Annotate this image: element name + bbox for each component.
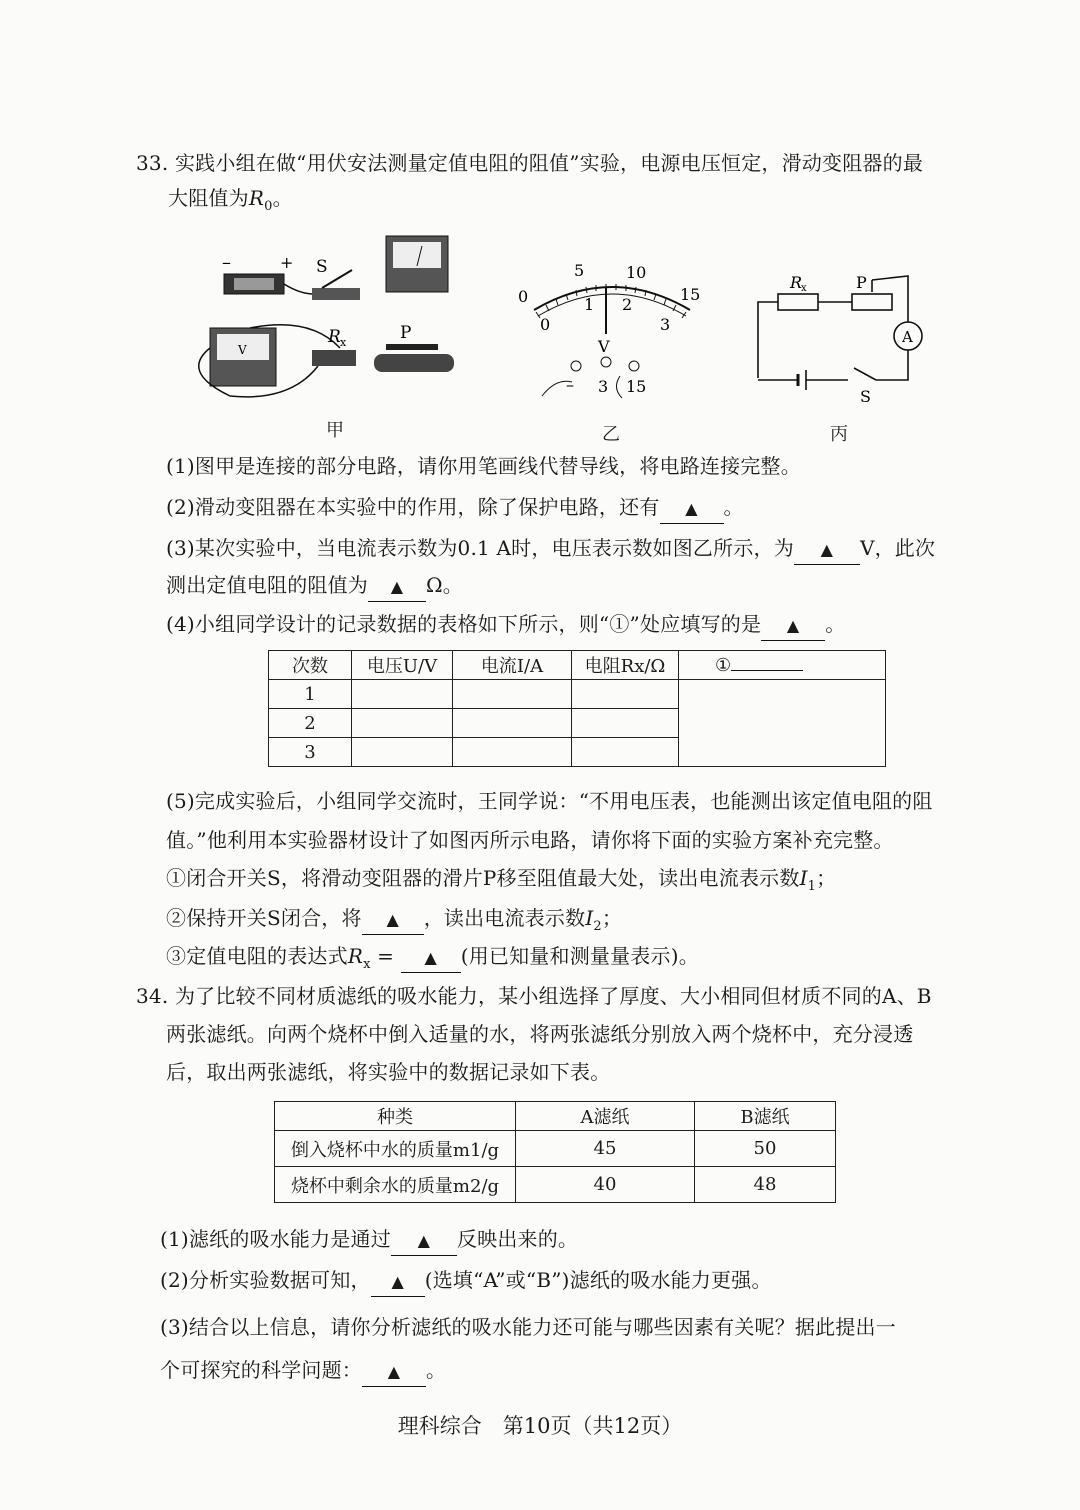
svg-text:0: 0	[540, 315, 551, 334]
q33-stem-line2: 大阻值为$R_0$。	[168, 186, 293, 214]
voltmeter-icon	[210, 328, 276, 386]
svg-text:R: R	[328, 327, 341, 347]
table-cell: 40	[516, 1167, 695, 1203]
q33-part2: (2)滑动变阻器在本实验中的作用，除了保护电路，还有 ▲ 。	[166, 493, 744, 524]
q33-step3: ③定值电阻的表达式$R_x$ = ▲ (用已知量和测量量表示)。	[166, 944, 699, 972]
figure-yi-voltmeter-dial	[512, 258, 712, 408]
answer-blank[interactable]: ▲	[401, 942, 461, 973]
q33-step2: ②保持开关S闭合，将 ▲ ，读出电流表示数$I_2$；	[166, 906, 623, 934]
svg-text:S: S	[860, 387, 871, 406]
table-header: 电阻Rx/Ω	[572, 651, 679, 680]
q33-stem-line1: 33. 实践小组在做“用伏安法测量定值电阻的阻值”实验，电源电压恒定，滑动变阻器的最	[136, 151, 924, 175]
answer-blank[interactable]: ▲	[362, 1356, 426, 1387]
svg-text:0: 0	[518, 287, 529, 306]
svg-text:1: 1	[584, 295, 595, 314]
svg-text:x: x	[340, 336, 347, 349]
figure-jia-circuit-components	[190, 232, 470, 412]
q33-part3: (3)某次实验中，当电流表示数为0.1 A时，电压表示数如图乙所示，为 ▲ V，此次	[166, 534, 935, 565]
table-cell: 45	[516, 1131, 695, 1167]
svg-text:5: 5	[574, 261, 585, 280]
figure-bing-circuit-diagram	[748, 268, 928, 408]
q34-part1: (1)滤纸的吸水能力是通过 ▲ 反映出来的。	[160, 1225, 578, 1256]
resistor-rx-icon	[312, 350, 356, 366]
q33-part4: (4)小组同学设计的记录数据的表格如下所示，则“①”处应填写的是 ▲ 。	[166, 610, 845, 641]
answer-blank[interactable]: ▲	[794, 534, 860, 565]
table-cell: 50	[695, 1131, 836, 1167]
record-data-table	[268, 650, 886, 767]
svg-text:–: –	[566, 375, 574, 394]
table-cell: 1	[269, 680, 352, 709]
table-header: 电流I/A	[453, 651, 572, 680]
resistor-rx-symbol	[778, 294, 818, 310]
table-header: 电压U/V	[352, 651, 453, 680]
table-header: B滤纸	[695, 1102, 836, 1131]
svg-text:3: 3	[598, 377, 609, 396]
answer-blank[interactable]: ▲	[391, 1225, 457, 1256]
switch-symbol	[854, 368, 876, 380]
svg-text:15: 15	[626, 377, 647, 396]
rheostat-icon	[374, 344, 454, 372]
svg-text:x: x	[801, 283, 807, 294]
svg-text:A: A	[902, 328, 913, 346]
answer-blank[interactable]: ▲	[368, 571, 426, 602]
svg-text:+: +	[280, 253, 294, 272]
table-cell: 烧杯中剩余水的质量m2/g	[275, 1167, 516, 1203]
svg-text:2: 2	[622, 295, 633, 314]
svg-text:P: P	[400, 323, 412, 343]
q34-stem-line3: 后，取出两张滤纸，将实验中的数据记录如下表。	[166, 1060, 611, 1084]
svg-text:P: P	[856, 273, 867, 292]
battery-icon	[224, 274, 284, 294]
rheostat-symbol	[852, 294, 892, 310]
q33-part1: (1)图甲是连接的部分电路，请你用笔画线代替导线，将电路连接完整。	[166, 454, 801, 478]
svg-text:S: S	[316, 257, 328, 277]
q34-part2: (2)分析实验数据可知， ▲ (选填“A”或“B”)滤纸的吸水能力更强。	[160, 1266, 772, 1297]
filter-paper-table	[274, 1101, 836, 1203]
q34-stem-line1: 34. 为了比较不同材质滤纸的吸水能力，某小组选择了厚度、大小相同但材质不同的A、B	[136, 984, 932, 1008]
table-header: 次数	[269, 651, 352, 680]
answer-blank[interactable]: ▲	[761, 610, 825, 641]
q33-part5-line2: 值。”他利用本实验器材设计了如图丙所示电路，请你将下面的实验方案补充完整。	[166, 828, 894, 852]
svg-text:V: V	[598, 337, 610, 356]
q34-part3-line1: (3)结合以上信息，请你分析滤纸的吸水能力还可能与哪些因素有关呢？据此提出一	[160, 1315, 896, 1339]
figure-label-jia: 甲	[326, 420, 344, 441]
q33-step1: ①闭合开关S，将滑动变阻器的滑片P移至阻值最大处，读出电流表示数$I_1$；	[166, 866, 837, 894]
figure-label-bing: 丙	[830, 424, 848, 445]
svg-text:R: R	[790, 273, 803, 292]
table-header: A滤纸	[516, 1102, 695, 1131]
q34-part3-line2: 个可探究的科学问题： ▲ 。	[160, 1356, 446, 1387]
q34-stem-line2: 两张滤纸。向两个烧杯中倒入适量的水，将两张滤纸分别放入两个烧杯中，充分浸透	[166, 1022, 914, 1046]
svg-text:10: 10	[626, 263, 647, 282]
svg-text:15: 15	[680, 285, 701, 304]
answer-blank[interactable]: ▲	[660, 493, 724, 524]
table-cell: 倒入烧杯中水的质量m1/g	[275, 1131, 516, 1167]
table-cell: 3	[269, 738, 352, 767]
table-header-blank: ①	[679, 651, 886, 680]
answer-blank[interactable]: ▲	[362, 904, 424, 935]
page-footer: 理科综合 第10页（共12页）	[397, 1414, 683, 1438]
svg-text:–: –	[222, 252, 231, 273]
answer-blank[interactable]: ▲	[371, 1266, 425, 1297]
svg-text:V: V	[238, 343, 247, 357]
table-cell: 48	[695, 1167, 836, 1203]
q33-part5-line1: (5)完成实验后，小组同学交流时，王同学说：“不用电压表，也能测出该定值电阻的阻	[166, 789, 933, 813]
table-header: 种类	[275, 1102, 516, 1131]
table-cell: 2	[269, 709, 352, 738]
ammeter-icon	[386, 236, 448, 292]
q33-part3-cont: 测出定值电阻的阻值为 ▲ Ω。	[166, 571, 463, 602]
figure-label-yi: 乙	[602, 424, 620, 445]
svg-text:3: 3	[660, 315, 671, 334]
